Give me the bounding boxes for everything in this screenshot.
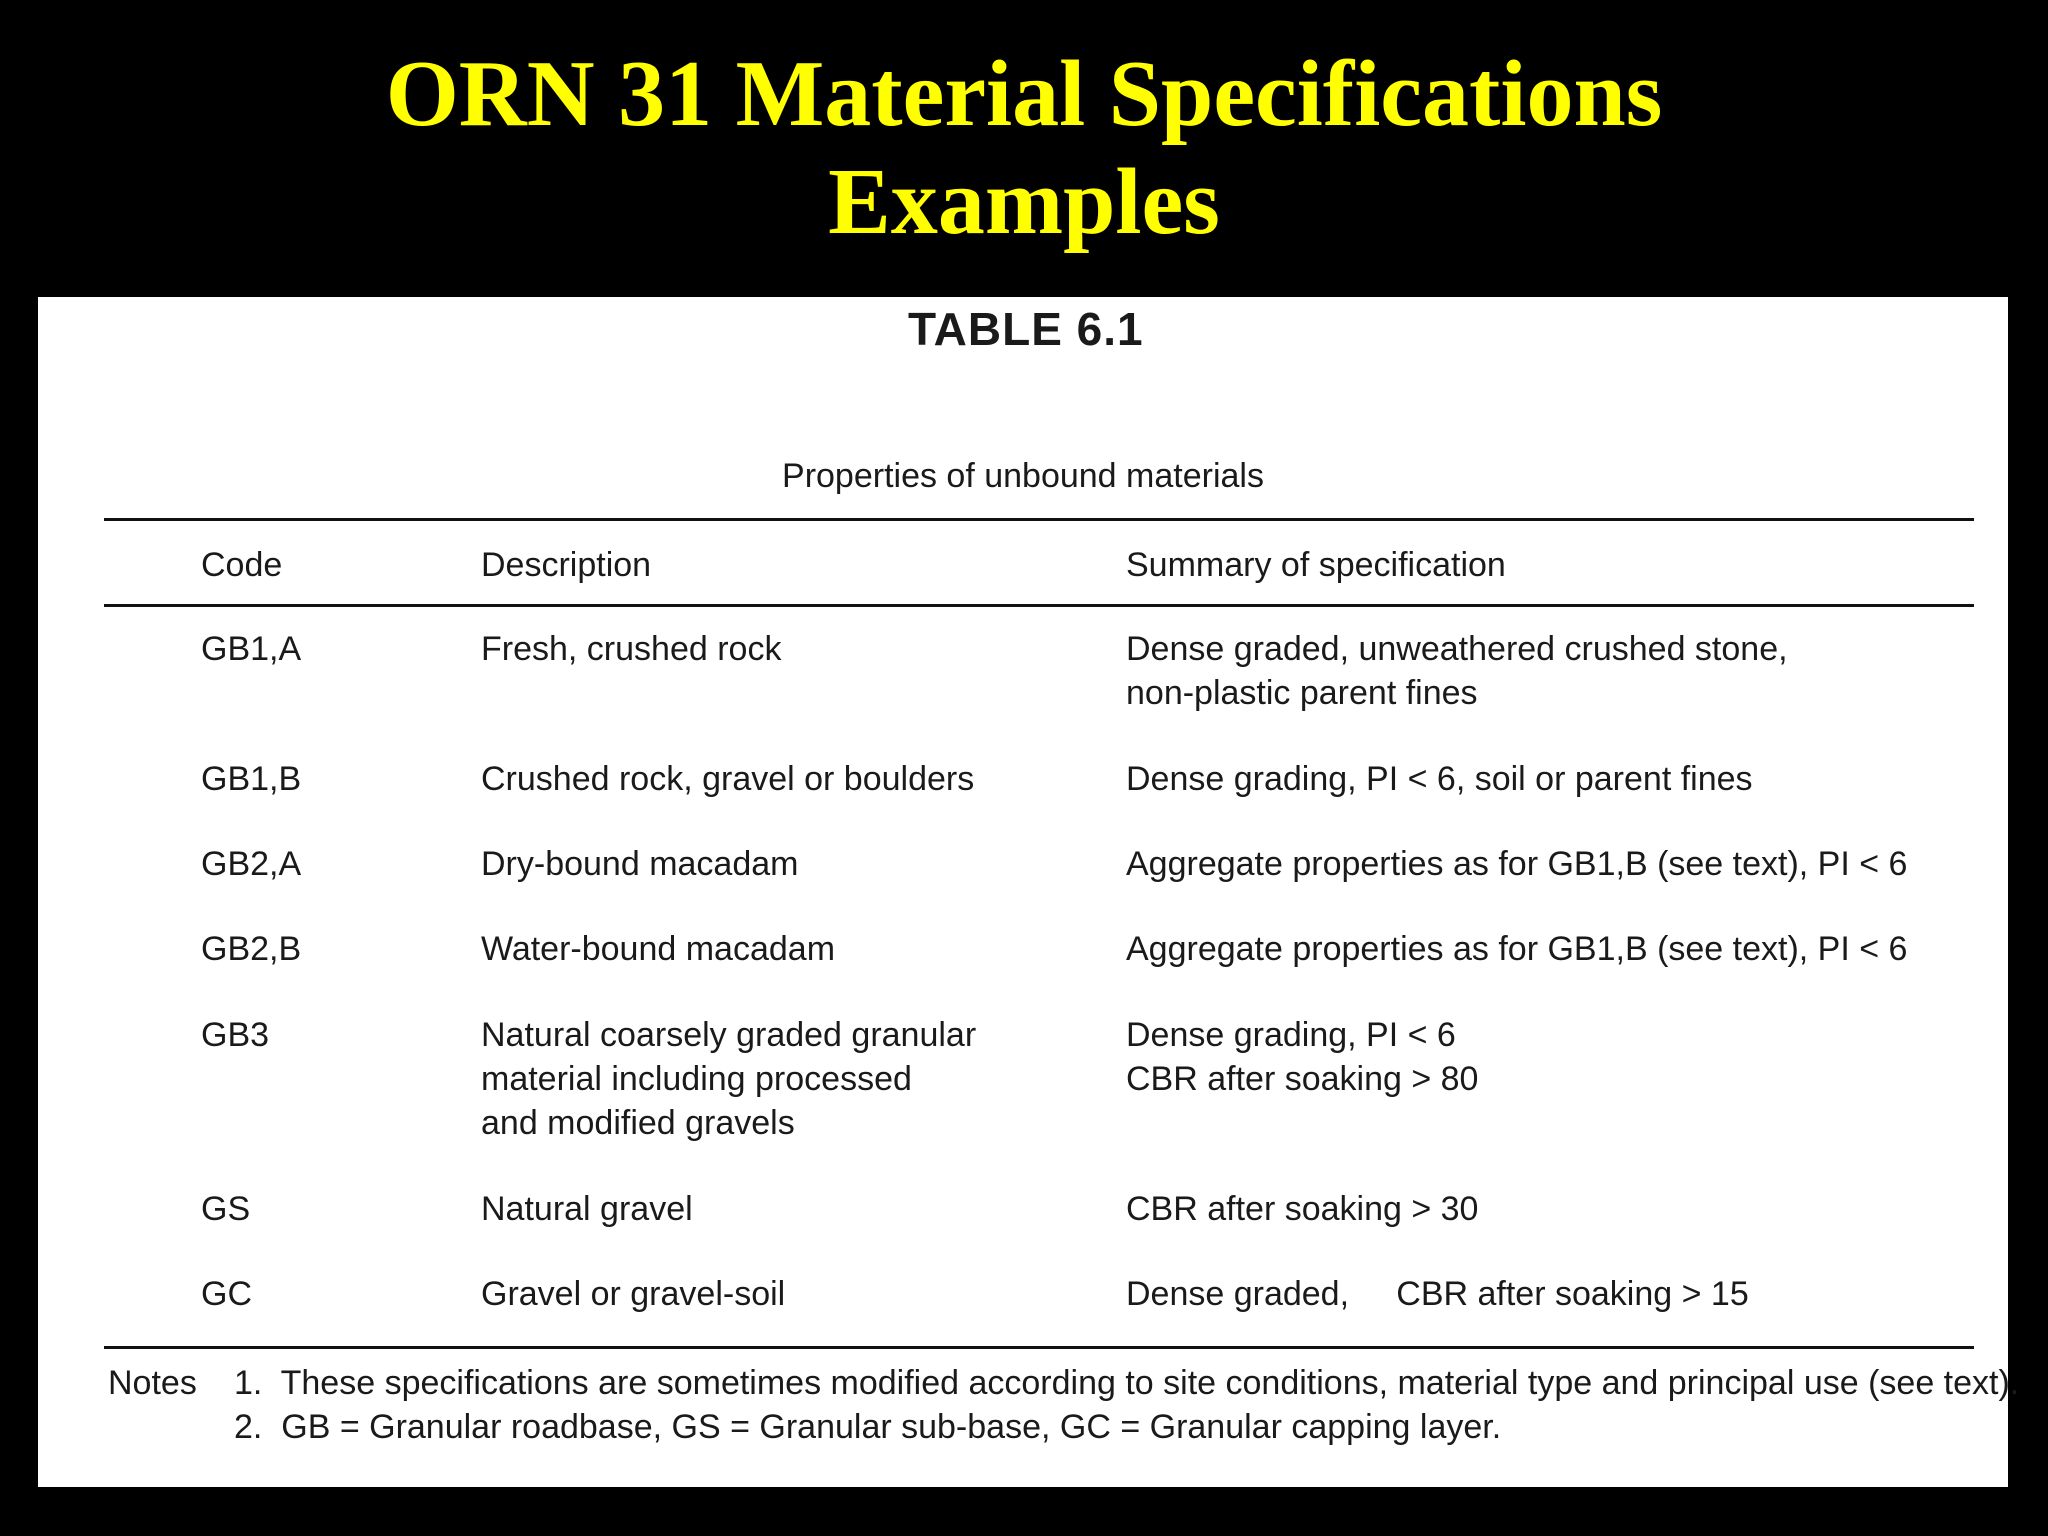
row-summary: Dense grading, PI < 6 CBR after soaking > 80 — [1126, 1016, 1479, 1098]
table-caption-text: Properties of unbound materials — [782, 457, 1264, 495]
table-label: TABLE 6.1 — [908, 303, 1144, 355]
row-description: Crushed rock, gravel or boulders — [481, 760, 975, 798]
scanned-table-document — [38, 297, 2020, 1487]
slide-title-line-1: ORN 31 Material Specifications — [385, 42, 1663, 146]
note-item: 1. These specifications are sometimes modified according to site conditions, material type and principal use (see text). — [234, 1364, 2020, 1402]
row-code: GS — [201, 1190, 251, 1228]
table-bottom-rule — [104, 1346, 1974, 1349]
row-code: GC — [201, 1275, 252, 1313]
slide-title-line-2: Examples — [828, 150, 1220, 254]
row-description: Dry-bound macadam — [481, 845, 799, 883]
table-top-rule — [104, 518, 1974, 521]
row-summary: CBR after soaking > 30 — [1126, 1190, 1479, 1228]
notes-label: Notes — [108, 1364, 197, 1402]
row-code: GB1,A — [201, 630, 302, 668]
note-item: 2. GB = Granular roadbase, GS = Granular sub-base, GC = Granular capping layer. — [234, 1408, 1502, 1446]
row-description: Natural coarsely graded granular material including processed and modified gravels — [481, 1016, 977, 1142]
header-code: Code — [201, 546, 283, 584]
row-summary: Aggregate properties as for GB1,B (see text), PI < 6 — [1126, 930, 1908, 968]
row-description: Fresh, crushed rock — [481, 630, 782, 668]
row-code: GB2,B — [201, 930, 302, 968]
slide-title — [0, 40, 2048, 256]
row-description: Water-bound macadam — [481, 930, 836, 968]
row-code: GB1,B — [201, 760, 302, 798]
row-summary: Aggregate properties as for GB1,B (see text), PI < 6 — [1126, 845, 1908, 883]
table-header-rule — [104, 604, 1974, 607]
row-description: Natural gravel — [481, 1190, 693, 1228]
row-code: GB3 — [201, 1016, 270, 1054]
row-summary: Dense graded, CBR after soaking > 15 — [1126, 1275, 1749, 1313]
row-summary: Dense grading, PI < 6, soil or parent fines — [1126, 760, 1753, 798]
row-code: GB2,A — [201, 845, 302, 883]
header-summary: Summary of specification — [1126, 546, 1506, 584]
row-description: Gravel or gravel-soil — [481, 1275, 786, 1313]
row-summary: Dense graded, unweathered crushed stone, non-plastic parent fines — [1126, 630, 1788, 712]
table-caption — [38, 457, 2008, 496]
header-description: Description — [481, 546, 652, 584]
